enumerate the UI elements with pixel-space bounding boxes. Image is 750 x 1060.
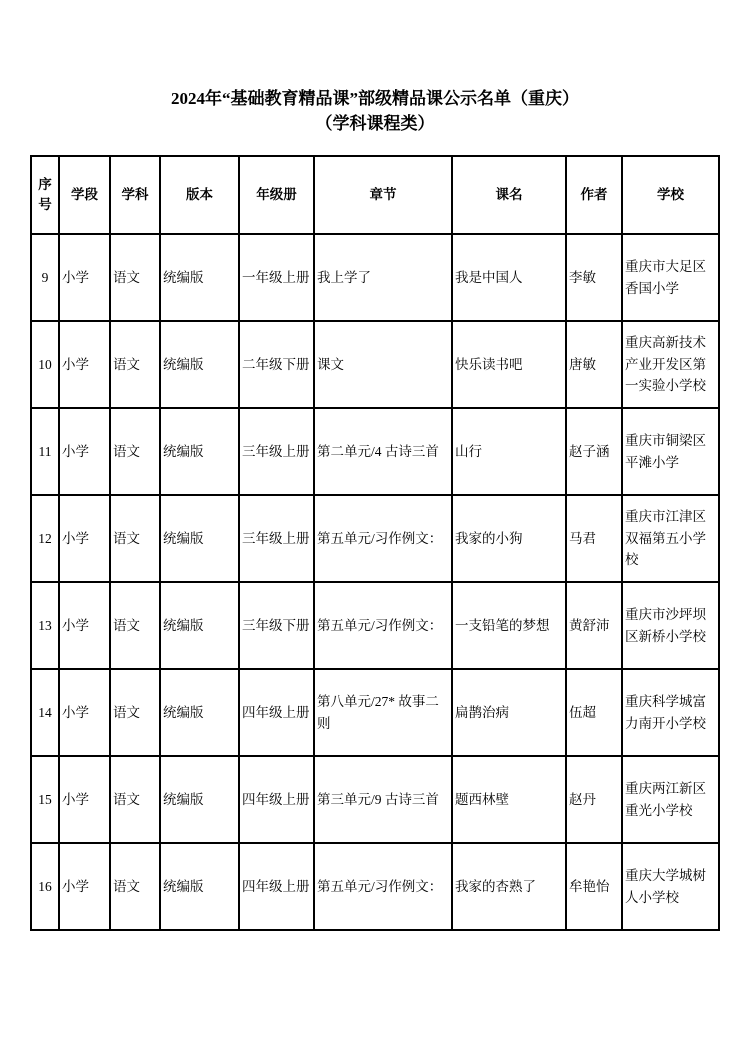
cell-stage: 小学 (59, 756, 110, 843)
cell-author: 马君 (566, 495, 622, 582)
cell-grade: 四年级上册 (239, 669, 314, 756)
cell-chapter: 我上学了 (314, 234, 452, 321)
cell-grade: 三年级上册 (239, 408, 314, 495)
cell-stage: 小学 (59, 321, 110, 408)
cell-stage: 小学 (59, 408, 110, 495)
cell-edition: 统编版 (160, 582, 239, 669)
cell-author: 伍超 (566, 669, 622, 756)
cell-index: 13 (31, 582, 59, 669)
cell-school: 重庆市江津区双福第五小学校 (622, 495, 719, 582)
course-list-table (30, 155, 720, 931)
cell-stage: 小学 (59, 843, 110, 930)
cell-edition: 统编版 (160, 756, 239, 843)
cell-subject: 语文 (110, 843, 160, 930)
cell-subject: 语文 (110, 582, 160, 669)
cell-index: 11 (31, 408, 59, 495)
cell-author: 唐敏 (566, 321, 622, 408)
header-cell-school: 学校 (622, 156, 719, 234)
cell-index: 16 (31, 843, 59, 930)
cell-school: 重庆科学城富力南开小学校 (622, 669, 719, 756)
cell-author: 赵丹 (566, 756, 622, 843)
cell-edition: 统编版 (160, 843, 239, 930)
header-cell-stage: 学段 (59, 156, 110, 234)
cell-index: 12 (31, 495, 59, 582)
cell-subject: 语文 (110, 408, 160, 495)
cell-edition: 统编版 (160, 495, 239, 582)
cell-index: 14 (31, 669, 59, 756)
cell-author: 黄舒沛 (566, 582, 622, 669)
cell-chapter: 第二单元/4 古诗三首 (314, 408, 452, 495)
cell-subject: 语文 (110, 495, 160, 582)
table-row (31, 495, 719, 582)
table-row (31, 408, 719, 495)
cell-stage: 小学 (59, 495, 110, 582)
cell-author: 李敏 (566, 234, 622, 321)
cell-index: 10 (31, 321, 59, 408)
header-cell-grade: 年级册 (239, 156, 314, 234)
title-line-2: （学科课程类） (315, 114, 435, 133)
cell-lesson: 我家的小狗 (452, 495, 566, 582)
cell-author: 赵子涵 (566, 408, 622, 495)
header-cell-author: 作者 (566, 156, 622, 234)
cell-school: 重庆两江新区重光小学校 (622, 756, 719, 843)
cell-lesson: 扁鹊治病 (452, 669, 566, 756)
cell-author: 牟艳怡 (566, 843, 622, 930)
cell-school: 重庆大学城树人小学校 (622, 843, 719, 930)
cell-subject: 语文 (110, 234, 160, 321)
table-row (31, 321, 719, 408)
document-title (0, 86, 750, 136)
cell-grade: 四年级上册 (239, 756, 314, 843)
cell-lesson: 我是中国人 (452, 234, 566, 321)
cell-edition: 统编版 (160, 234, 239, 321)
table-row (31, 234, 719, 321)
cell-chapter: 第八单元/27* 故事二则 (314, 669, 452, 756)
cell-chapter: 第五单元/习作例文： (314, 495, 452, 582)
cell-edition: 统编版 (160, 408, 239, 495)
cell-edition: 统编版 (160, 669, 239, 756)
cell-lesson: 山行 (452, 408, 566, 495)
cell-subject: 语文 (110, 756, 160, 843)
cell-grade: 一年级上册 (239, 234, 314, 321)
cell-lesson: 题西林壁 (452, 756, 566, 843)
header-row (31, 156, 719, 234)
table-row (31, 582, 719, 669)
cell-grade: 三年级上册 (239, 495, 314, 582)
cell-subject: 语文 (110, 669, 160, 756)
cell-index: 15 (31, 756, 59, 843)
cell-lesson: 一支铅笔的梦想 (452, 582, 566, 669)
cell-index: 9 (31, 234, 59, 321)
cell-chapter: 第五单元/习作例文： (314, 843, 452, 930)
cell-school: 重庆市铜梁区平滩小学 (622, 408, 719, 495)
table-row (31, 756, 719, 843)
cell-grade: 二年级下册 (239, 321, 314, 408)
header-cell-chapter: 章节 (314, 156, 452, 234)
cell-stage: 小学 (59, 234, 110, 321)
header-cell-lesson: 课名 (452, 156, 566, 234)
cell-lesson: 快乐读书吧 (452, 321, 566, 408)
header-cell-index: 序号 (31, 156, 59, 234)
table-row (31, 669, 719, 756)
cell-edition: 统编版 (160, 321, 239, 408)
cell-school: 重庆市沙坪坝区新桥小学校 (622, 582, 719, 669)
cell-subject: 语文 (110, 321, 160, 408)
cell-chapter: 课文 (314, 321, 452, 408)
cell-stage: 小学 (59, 582, 110, 669)
cell-chapter: 第三单元/9 古诗三首 (314, 756, 452, 843)
title-line-1: 2024年“基础教育精品课”部级精品课公示名单（重庆） (171, 89, 579, 108)
cell-school: 重庆市大足区香国小学 (622, 234, 719, 321)
cell-school: 重庆高新技术产业开发区第一实验小学校 (622, 321, 719, 408)
cell-grade: 四年级上册 (239, 843, 314, 930)
cell-lesson: 我家的杏熟了 (452, 843, 566, 930)
cell-grade: 三年级下册 (239, 582, 314, 669)
header-cell-subject: 学科 (110, 156, 160, 234)
table-row (31, 843, 719, 930)
cell-chapter: 第五单元/习作例文： (314, 582, 452, 669)
cell-stage: 小学 (59, 669, 110, 756)
header-cell-edition: 版本 (160, 156, 239, 234)
